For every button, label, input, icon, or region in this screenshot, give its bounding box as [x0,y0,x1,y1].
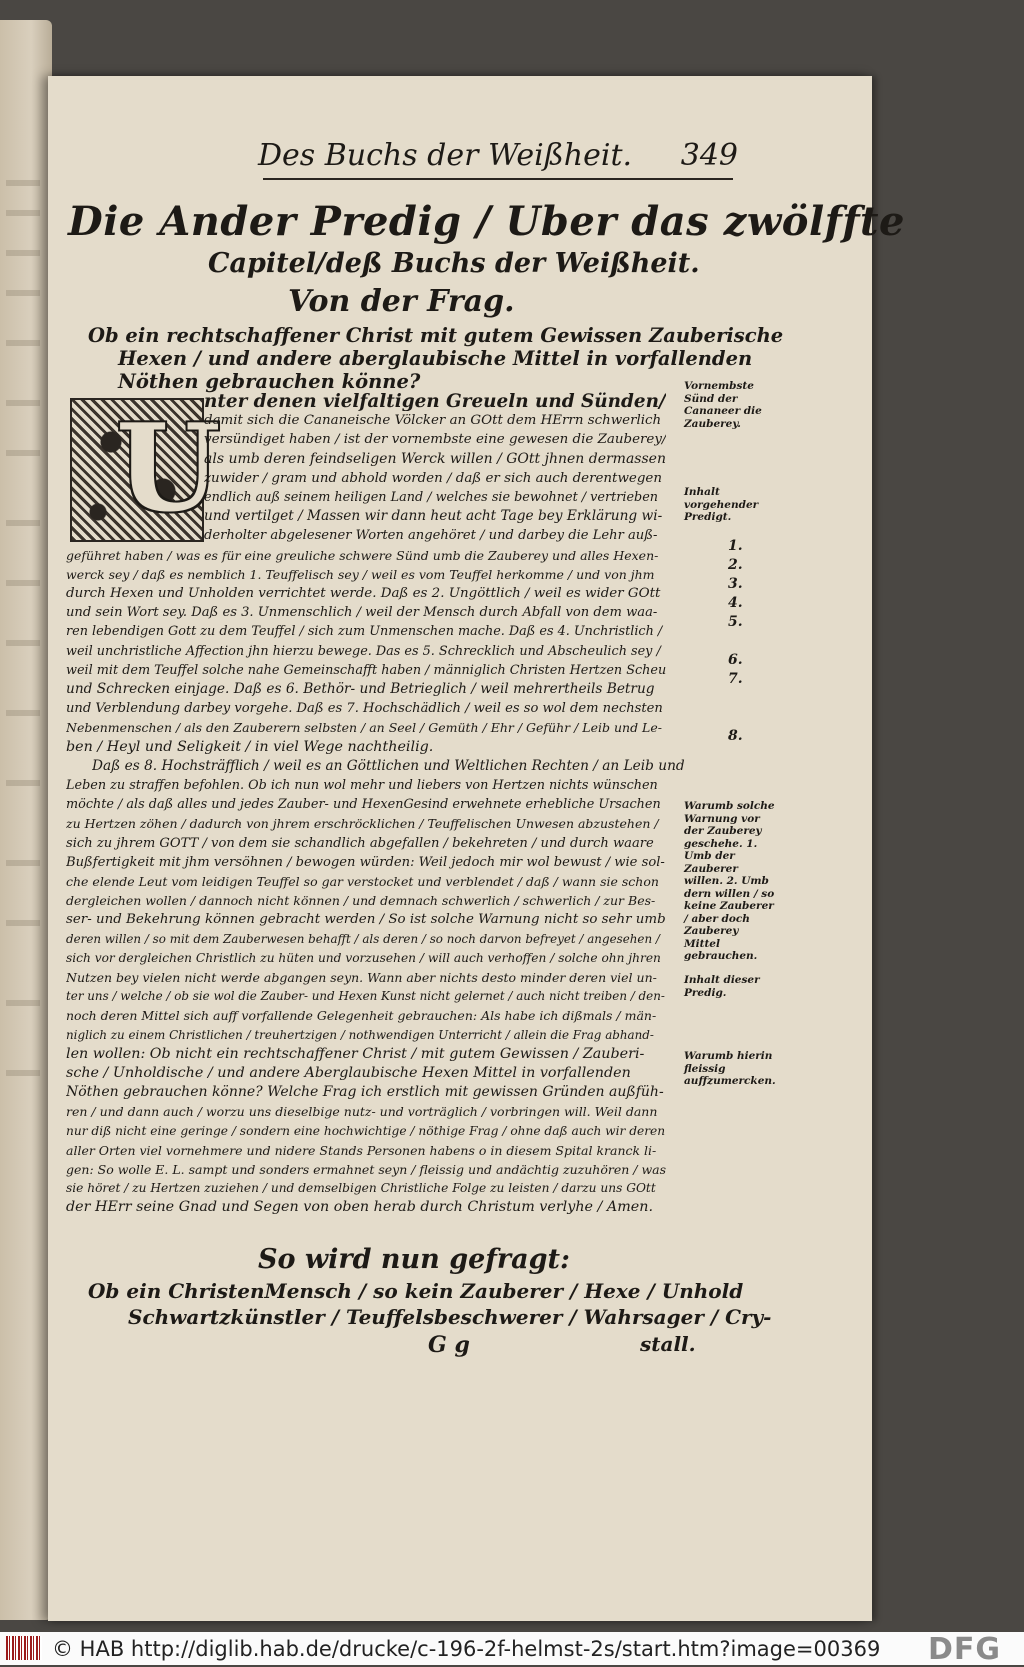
sermon-title: Die Ander Predig / Uber das zwölffte [68,198,905,245]
book-page [48,76,905,1621]
body-line: sich zu jhrem GOTT / von dem sie schandlich abgefallen / bekehreten / und durch waare [66,835,654,851]
body-line: aller Orten viel vornehmere und nidere Stands Personen habens o in diesem Spital kranck li- [66,1142,657,1158]
body-line: damit sich die Cananeische Völcker an GOtt dem HErrn schwerlich [204,413,662,429]
margin-number: 4. [728,595,743,611]
body-line: ren lebendigen Gott zu dem Teuffel / sich zum Unmenschen mache. Daß es 4. Unchristlich / [66,624,663,640]
body-line: weil mit dem Teuffel solche nahe Gemeinschafft haben / männiglich Christen Hertzen Scheu [66,662,666,678]
question-line: Hexen / und andere aberglaubische Mittel in vorfallenden [118,347,753,370]
decorated-initial [70,398,221,542]
body-line: versündiget haben / ist der vornembste eine gewesen die Zauberey/ [204,432,666,448]
body-line: ser- und Bekehrung können gebracht werden / So ist solche Warnung nicht so sehr umb [66,912,666,928]
running-head-title: Des Buchs der Weißheit. [258,138,633,173]
body-line: ben / Heyl und Seligkeit / in viel Wege nachtheilig. [66,738,434,755]
body-line: durch Hexen und Unholden verrichtet werde. Daß es 2. Ungöttlich / weil es wider GOtt [66,586,661,601]
section-title: Von der Frag. [288,284,515,319]
body-line: Bußfertigkeit mit jhm versöhnen / bewogen würden: Weil jedoch mir wol bewust / wie sol- [66,854,665,870]
body-line: nur diß nicht eine geringe / sondern eine hochwichtige / nöthige Frag / ohne daß auch wir deren [66,1123,666,1138]
footer-credit-link[interactable]: © HAB http://diglib.hab.de/drucke/c-196-2f-helmst-2s/start.htm?image=00369 [52,1637,881,1661]
margin-number: 7. [728,671,743,687]
head-rule [263,178,733,180]
margin-number: 3. [728,576,743,592]
body-line: sich vor dergleichen Christlich zu hüten und vorzusehen / will auch verhoffen / solche ohn jhren [66,950,661,965]
body-line: zu Hertzen zöhen / dadurch von jhrem erschröcklichen / Teuffelischen Unwesen abzustehen / [66,816,659,832]
body-line: gen: So wolle E. L. sampt und sonders ermahnet seyn / fleissig und andächtig zuzuhören / was [66,1162,666,1177]
margin-note: Warumb hierin fleissig auffzumercken. [684,1050,776,1087]
margin-note: Inhalt dieser Predig. [684,974,760,999]
body-line: sie höret / zu Hertzen zuziehen / und demselbigen Christliche Folge zu leisten / darzu uns GOtt [66,1181,656,1196]
body-line: zuwider / gram und abhold worden / daß er sich auch derentwegen [204,470,662,486]
question-line: Nöthen gebrauchen könne? [118,370,421,393]
question-heading [88,324,784,393]
body-line: ter uns / welche / ob sie wol die Zauber- und Hexen Kunst nicht gelernet / auch nicht treiben / den- [66,989,665,1004]
catchword: stall. [640,1332,696,1356]
body-line: dergleichen wollen / dannoch nicht können / und demnach schwerlich / schwerlich / zur Bes- [66,893,656,909]
body-line: endlich auß seinem heiligen Land / welches sie bewohnet / vertrieben [204,490,659,505]
body-line: und vertilget / Massen wir dann heut acht Tage bey Erklärung wi- [204,508,663,525]
signature-mark: G g [428,1332,470,1358]
body-line: und sein Wort sey. Daß es 3. Unmenschlich / weil der Mensch durch Abfall von dem waa- [66,605,658,621]
body-line: niglich zu einem Christlichen / treuhertzigen / nothwendigen Unterricht / allein die Frag abhand- [66,1027,654,1042]
body-line: als umb deren feindseligen Werck willen / GOtt jhnen dermassen [204,450,666,467]
body-line: sche / Unholdische / und andere Aberglaubische Hexen Mittel in vorfallenden [66,1065,631,1081]
margin-number: 6. [728,652,743,668]
body-line: che elende Leut vom leidigen Teuffel so gar verstocket und verblendet / daß / wann sie schon [66,874,659,889]
dfg-logo: DFG [928,1632,1002,1667]
body-line: Nutzen bey vielen nicht werde abgangen seyn. Wann aber nichts desto minder deren viel un- [66,970,657,985]
body-line: Nöthen gebrauchen könne? Welche Frag ich erstlich mit gewissen Gründen außfüh- [66,1084,664,1101]
body-line: derholter abgelesener Worten angehöret / und darbey die Lehr auß- [204,528,658,544]
final-question-line: Ob ein ChristenMensch / so kein Zauberer / Hexe / Unhold [88,1279,744,1303]
margin-number: 1. [728,538,743,554]
body-line: und Schrecken einjage. Daß es 6. Bethör- und Betrieglich / weil mehrertheils Betrug [66,681,655,697]
previous-page-edge [0,20,52,1620]
body-line: Leben zu straffen befohlen. Ob ich nun wol mehr und liebers von Hertzen nichts wünschen [66,778,658,793]
final-question-line: Schwartzkünstler / Teuffelsbeschwerer / Wahrsager / Cry- [128,1305,772,1329]
question-line: Ob ein rechtschaffener Christ mit gutem Gewissen Zauberische [88,324,784,347]
footer-bar [0,1632,1024,1665]
barcode-icon [6,1636,42,1660]
body-line: len wollen: Ob nicht ein rechtschaffener Christ / mit gutem Gewissen / Zauberi- [66,1045,645,1062]
body-line: ren / und dann auch / worzu uns dieselbige nutz- und vorträglich / vorbringen will. Weil dann [66,1104,658,1120]
body-line: möchte / als daß alles und jedes Zauber- und HexenGesind erwehnete erhebliche Ursachen [66,797,661,813]
body-line: geführet haben / was es für eine greuliche schwere Sünd umb die Zauberey und alles Hexen- [66,547,659,563]
sub-heading: So wird nun gefragt: [258,1244,570,1275]
margin-note: Warumb solche Warnung vor der Zauberey geschehe. 1. Umb der Zauberer willen. 2. Umb dern willen / so keine Zauberer / aber doch Zauberey Mittel gebrauchen. [684,800,775,962]
margin-number: 5. [728,614,743,630]
margin-note: Vornembste Sünd der Cananeer die Zauberey. [684,380,762,430]
body-line: nter denen vielfaltigen Greueln und Sünden/ [204,392,666,412]
initial-letter: U [116,398,221,539]
body-line: der HErr seine Gnad und Segen von oben herab durch Christum verlyhe / Amen. [66,1199,653,1216]
body-line: Nebenmenschen / als den Zauberern selbsten / an Seel / Gemüth / Ehr / Geführ / Leib und Le- [66,720,662,736]
margin-number: 8. [728,728,743,744]
body-line: und Verblendung darbey vorgehe. Daß es 7. Hochschädlich / weil es so wol dem nechsten [66,701,663,717]
margin-note: Inhalt vorgehender Predigt. [684,486,759,523]
body-line: weil unchristliche Affection jhn hierzu bewege. Das es 5. Schrecklich und Abscheulich sey / [66,643,661,659]
body-line: Daß es 8. Hochsträfflich / weil es an Göttlichen und Weltlichen Rechten / an Leib und [92,757,685,774]
margin-number: 2. [728,557,743,573]
final-question [88,1278,771,1330]
sermon-subtitle: Capitel/deß Buchs der Weißheit. [208,248,700,279]
body-line: noch deren Mittel sich auff vorfallende Gelegenheit gebrauchen: Als habe ich dißmals / män- [66,1008,657,1024]
running-head [258,138,738,182]
page-number: 349 [680,138,738,173]
body-line: deren willen / so mit dem Zauberwesen behafft / als deren / so noch darvon befreyet / angesehen / [66,931,660,946]
body-line: werck sey / daß es nemblich 1. Teuffelisch sey / weil es vom Teuffel herkomme / und von jhm [66,566,655,582]
